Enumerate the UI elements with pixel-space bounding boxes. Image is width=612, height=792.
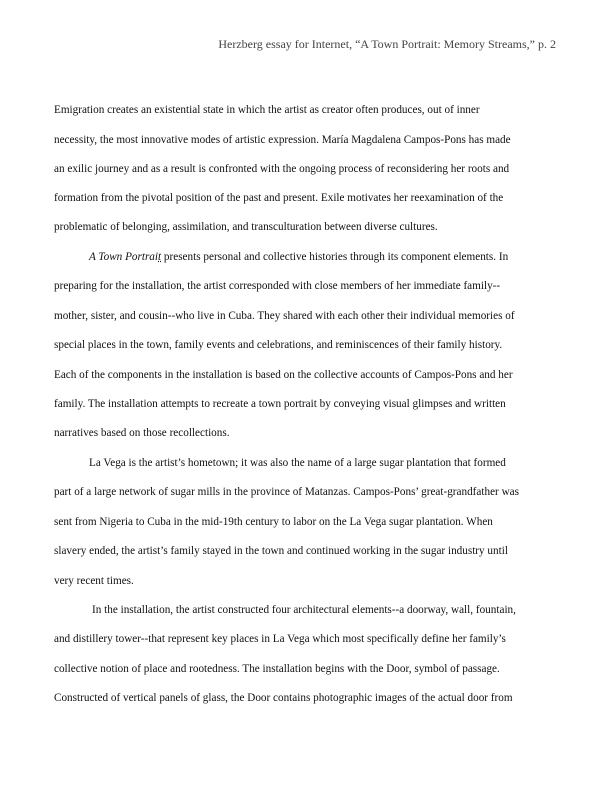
text-line: special places in the town, family events and celebrations, and reminiscences of their family history.	[54, 339, 503, 351]
text-line: preparing for the installation, the artist corresponded with close members of her immediate family--	[54, 280, 501, 292]
text-line: La Vega is the artist’s hometown; it was also the name of a large sugar plantation that formed	[89, 457, 506, 469]
text-line: Each of the components in the installation is based on the collective accounts of Campos-Pons and her	[54, 369, 513, 381]
text-line: collective notion of place and rootedness. The installation begins with the Door, symbol of passage.	[54, 663, 500, 675]
text-line: Emigration creates an existential state in which the artist as creator often produces, out of inner	[54, 104, 480, 116]
text-line: In the installation, the artist constructed four architectural elements--a doorway, wall, fountain,	[92, 604, 516, 616]
text-line: and distillery tower--that represent key places in La Vega which most specifically define her family’s	[54, 633, 506, 645]
text-line: problematic of belonging, assimilation, and transculturation between diverse cultures.	[54, 221, 438, 233]
artwork-title-end: t	[158, 251, 162, 263]
text-line: sent from Nigeria to Cuba in the mid-19th century to labor on the La Vega sugar plantation. When	[54, 516, 493, 528]
text-line: very recent times.	[54, 575, 134, 587]
text-line	[89, 250, 508, 264]
text-line: Constructed of vertical panels of glass, the Door contains photographic images of the actual door from	[54, 692, 513, 704]
text-line: slavery ended, the artist’s family stayed in the town and continued working in the sugar industry until	[54, 545, 508, 557]
running-header: Herzberg essay for Internet, “A Town Portrait: Memory Streams,” p. 2	[218, 37, 556, 51]
text-line: narratives based on those recollections.	[54, 427, 230, 439]
text-line: family. The installation attempts to recreate a town portrait by conveying visual glimpses and written	[54, 398, 506, 410]
text-line: an exilic journey and as a result is confronted with the ongoing process of reconsidering her roots and	[54, 163, 510, 175]
text-line: necessity, the most innovative modes of artistic expression. María Magdalena Campos-Pons has made	[54, 134, 511, 146]
text-line: formation from the pivotal position of the past and present. Exile motivates her reexamination of the	[54, 192, 504, 204]
artwork-title: A Town Portrai	[89, 251, 159, 263]
text-line: mother, sister, and cousin--who live in Cuba. They shared with each other their individual memories of	[54, 310, 515, 322]
text-line: part of a large network of sugar mills in the province of Matanzas. Campos-Pons’ great-grandfather was	[54, 486, 519, 498]
text-line-rest: presents personal and collective histories through its component elements. In	[161, 251, 509, 263]
